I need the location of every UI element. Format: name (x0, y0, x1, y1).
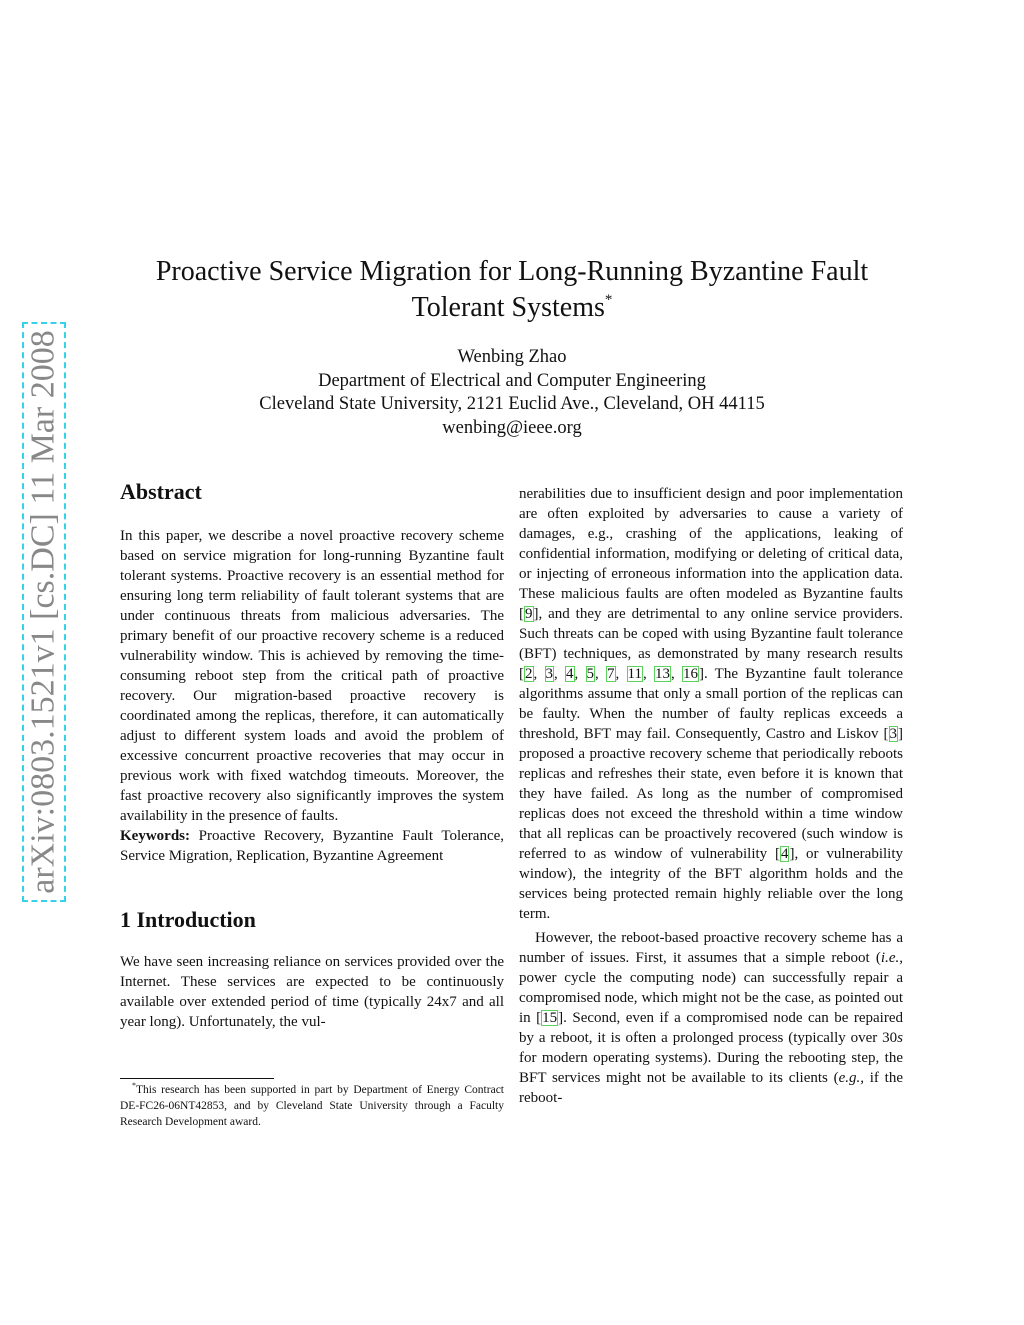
citation-link[interactable]: 3 (545, 666, 553, 682)
separator: , (670, 666, 682, 682)
intro-p2-unit: s (897, 1030, 903, 1046)
citation-link[interactable]: 15 (542, 1010, 558, 1026)
author-address: Cleveland State University, 2121 Euclid Ave., Cleveland, OH 44115 (259, 394, 765, 414)
paper-title (120, 254, 904, 326)
keywords (120, 826, 504, 866)
intro-p2-text-d: for modern operating systems). During the rebooting step, the BFT services might not be available to its clients ( (519, 1050, 903, 1086)
author-name: Wenbing Zhao (457, 347, 567, 367)
intro-p2-text-e: if the reboot- (519, 1070, 903, 1106)
bracket: ] (789, 846, 795, 862)
author-department: Department of Electrical and Computer Engineering (318, 370, 706, 391)
citation-link[interactable]: 9 (525, 606, 533, 622)
bracket: [ (519, 666, 524, 682)
intro-p2-text-c: . Second, even if a compromised node can be repaired by a reboot, it is often a prolonged process (typically over 30 (519, 1010, 903, 1046)
intro-p1-text-b: , and they are detrimental to any online service providers. Such threats can be coped with using Byzantine fault tolerance (BFT) techniques, as demonstrated by many research results (519, 606, 903, 662)
citation-link[interactable]: 4 (566, 666, 574, 682)
separator: , (615, 666, 627, 682)
intro-p1-text-c: . The Byzantine fault tolerance algorithms assume that only a small portion of the replicas can be faulty. When the number of faulty replicas exceeds a threshold, BFT may fail. Consequently, Castro and Liskov (519, 666, 904, 742)
footnote-text: This research has been supported in part by Department of Energy Contract DE-FC26-06NT42853, and by Cleveland State University through a Faculty Research Development award. (120, 1084, 504, 1128)
intro-p2-text-a: However, the reboot-based proactive recovery scheme has a number of issues. First, it assumes that a simple reboot ( (519, 930, 903, 966)
footnote (120, 1082, 504, 1130)
citation-link[interactable]: 5 (586, 666, 594, 682)
citation-link[interactable]: 3 (889, 726, 897, 742)
citation-link[interactable]: 7 (607, 666, 615, 682)
separator: , (642, 666, 654, 682)
bracket: ] (898, 726, 903, 742)
arxiv-stamp (22, 322, 66, 902)
keywords-label: Keywords: (120, 828, 190, 844)
separator: , (574, 666, 586, 682)
intro-p2-text-b: power cycle the computing node) can successfully repair a compromised node, which might not be the case, as pointed out in (519, 970, 903, 1026)
paper-title-text: Proactive Service Migration for Long-Running Byzantine Fault Tolerant Systems (155, 256, 869, 323)
separator: , (533, 666, 545, 682)
author-email: wenbing@ieee.org (442, 417, 582, 438)
intro-p2-eg: e.g., (838, 1070, 865, 1086)
intro-p1-text-d: proposed a proactive recovery scheme that periodically reboots replicas and refreshes their state, even before it is known that they have failed. As long as the number of compromised replicas does not exceed the threshold within a time window that all replicas can be proactively recovered (such window is referred to as window of vulnerability (519, 746, 903, 862)
bracket: [ (519, 606, 524, 622)
introduction-heading: 1 Introduction (120, 907, 256, 932)
intro-p2-ie: i.e., (880, 950, 903, 966)
abstract-heading: Abstract (120, 479, 202, 504)
keywords-text: Proactive Recovery, Byzantine Fault Tolerance, Service Migration, Replication, Byzantine Agreement (120, 828, 505, 864)
separator: , (554, 666, 565, 682)
footnote-mark: * (132, 1081, 136, 1091)
right-column (519, 484, 903, 1108)
citation-link[interactable]: 4 (780, 846, 789, 862)
citation-link[interactable]: 16 (682, 666, 698, 682)
left-column (120, 478, 504, 1032)
abstract-text: In this paper, we describe a novel proactive recovery scheme based on service migration for long-running Byzantine fault tolerant systems. Proactive recovery is an essential method for ensuring long term reliability of fault tolerant systems that are under continuous threats from malicious adversaries. The primary benefit of our proactive recovery scheme is a reduced vulnerability window. This is achieved by removing the time-consuming reboot step from the critical path of proactive recovery. Our migration-based proactive recovery is coordinated among the replicas, therefore, it can automatically adjust to different system loads and avoid the problem of excessive concurrent proactive recoveries that may occur in previous work with fixed watchdog timeouts. Moreover, the fast proactive recovery also significantly improves the system availability in the presence of faults. (120, 528, 504, 824)
title-footnote-mark: * (604, 292, 613, 308)
bracket: [ (878, 726, 889, 742)
footnote-rule (120, 1078, 274, 1079)
bracket: [ (767, 846, 780, 862)
intro-p1-text-left: We have seen increasing reliance on services provided over the Internet. These services are expected to be continuously available over extended period of time (typically 24x7 and all year long). Unfortunately, the vul- (120, 954, 504, 1030)
bracket: ] (698, 666, 704, 682)
introduction-paragraph-1-start (120, 952, 504, 1032)
citation-link[interactable]: 2 (525, 666, 533, 682)
separator: , (595, 666, 606, 682)
introduction-paragraph-1-cont (519, 484, 903, 924)
citation-link[interactable]: 11 (627, 666, 642, 682)
introduction-paragraph-2: However, the reboot-based proactive recovery scheme has a number of issues. First, it assumes that a simple reboot (i.e., power cycle the computing node) can successfully repair a compromised node, which might not be the case, as pointed out in [15]. Second, even if a compromised node can be repaired by a reboot, it is often a prolonged process (typically over 30s for modern operating systems). During the rebooting step, the BFT services might not be available to its clients (e.g., if the reboot- (519, 930, 903, 1106)
intro-p1-text-a: nerabilities due to insufficient design and poor implementation are often exploited by adversaries to cause a variety of damages, e.g., crashing of the applications, leaking of confidential information, modifying or deleting of critical data, or injecting of erroneous information into the application data. These malicious faults are often modeled as Byzantine faults (519, 486, 903, 602)
author-block (120, 346, 904, 440)
bracket: ] (533, 606, 539, 622)
arxiv-stamp-text: arXiv:0803.1521v1 [cs.DC] 11 Mar 2008 (25, 330, 63, 894)
citation-link[interactable]: 13 (654, 666, 670, 682)
intro-p1-text-e: , or vulnerability window), the integrity of the BFT algorithm holds and the services being protected remain highly reliable over the long term. (519, 846, 903, 922)
